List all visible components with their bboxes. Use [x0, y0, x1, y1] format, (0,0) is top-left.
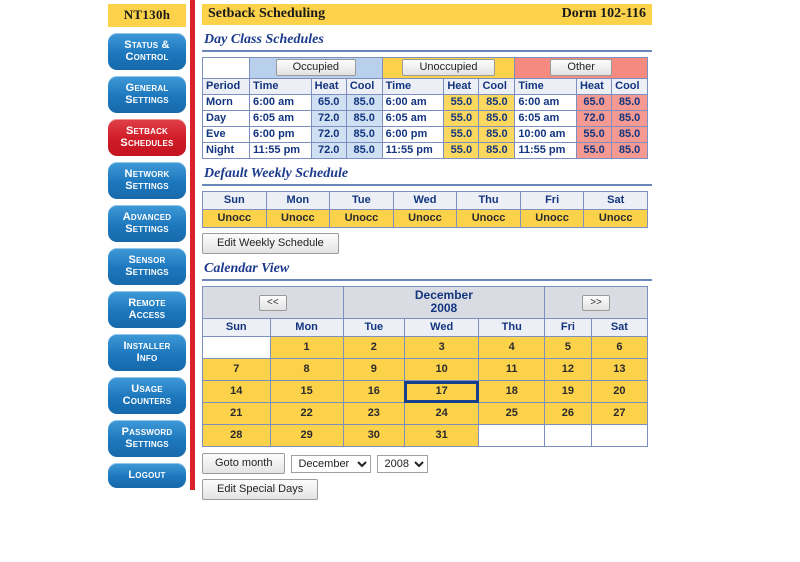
cell-period[interactable]: Eve: [203, 127, 250, 143]
cell-occ_heat[interactable]: 65.0: [311, 95, 346, 111]
cell-occ_time[interactable]: 6:05 am: [250, 111, 312, 127]
weekly-value-tue[interactable]: Unocc: [330, 210, 394, 228]
calendar-week-row: [203, 337, 648, 359]
weekly-value-sun[interactable]: Unocc: [203, 210, 267, 228]
sidebar-item-label: Advanced: [122, 211, 172, 223]
cell-occ_heat[interactable]: 72.0: [311, 111, 346, 127]
cell-unocc_cool[interactable]: 85.0: [479, 111, 515, 127]
calendar-day-cell[interactable]: 6: [591, 337, 647, 359]
column-header-period-0: Period: [203, 79, 250, 95]
calendar-day-cell[interactable]: 24: [404, 403, 479, 425]
sidebar-item-sensor-settings[interactable]: [108, 248, 186, 285]
sidebar-item-label-2: Control: [125, 51, 169, 63]
calendar-day-cell[interactable]: 5: [545, 337, 592, 359]
calendar-day-empty: [203, 337, 271, 359]
sidebar-item-label-2: Counters: [122, 395, 172, 407]
calendar-table: [202, 286, 648, 447]
weekly-value-fri[interactable]: Unocc: [520, 210, 584, 228]
calendar-day-cell[interactable]: 25: [479, 403, 545, 425]
calendar-day-cell[interactable]: 23: [343, 403, 404, 425]
calendar-week-row: [203, 359, 648, 381]
page-titlebar: [202, 4, 652, 25]
day-class-heading: Day Class Schedules: [202, 29, 652, 52]
calendar-month-year-label: [343, 287, 544, 319]
calendar-goto-row: [202, 453, 652, 474]
calendar-day-cell[interactable]: 26: [545, 403, 592, 425]
cell-other_time[interactable]: 10:00 am: [515, 127, 577, 143]
sidebar-item-logout[interactable]: [108, 463, 186, 488]
day-class-table: [202, 57, 648, 159]
cell-unocc_time[interactable]: 6:00 am: [382, 95, 444, 111]
calendar-dow-wed: Wed: [404, 319, 479, 337]
sidebar-item-label-2: Schedules: [120, 137, 174, 149]
sidebar-item-password-settings[interactable]: [108, 420, 186, 457]
cell-other_heat[interactable]: 55.0: [576, 143, 611, 159]
column-header-cool-3: Cool: [346, 79, 382, 95]
cell-other_time[interactable]: 11:55 pm: [515, 143, 577, 159]
cell-period[interactable]: Night: [203, 143, 250, 159]
weekly-header-row: [203, 192, 648, 210]
category-header-unocc: [382, 58, 515, 79]
calendar-heading: Calendar View: [202, 258, 652, 281]
weekly-value-wed[interactable]: Unocc: [393, 210, 457, 228]
sidebar-item-label-2: Settings: [125, 438, 169, 450]
sidebar-item-label-2: Settings: [125, 94, 169, 106]
cell-other_cool[interactable]: 85.0: [612, 111, 648, 127]
sidebar-item-label: Installer: [123, 340, 171, 352]
weekly-day-header-sun: Sun: [203, 192, 267, 210]
cell-unocc_heat[interactable]: 55.0: [444, 143, 479, 159]
main-panel: [202, 4, 652, 500]
calendar-day-empty: [479, 425, 545, 447]
category-button-other[interactable]: Other: [550, 59, 612, 76]
calendar-week-row: [203, 425, 648, 447]
weekly-day-header-mon: Mon: [266, 192, 330, 210]
calendar-day-cell[interactable]: 18: [479, 381, 545, 403]
weekly-value-mon[interactable]: Unocc: [266, 210, 330, 228]
sidebar-item-network-settings[interactable]: [108, 162, 186, 199]
sidebar-item-label: Logout: [128, 469, 166, 481]
page-title: Setback Scheduling: [208, 6, 326, 21]
calendar-day-cell[interactable]: 1: [270, 337, 343, 359]
calendar-week-row: [203, 381, 648, 403]
cell-other_heat[interactable]: 55.0: [576, 127, 611, 143]
sidebar-item-label: General: [125, 82, 169, 94]
calendar-day-cell[interactable]: 7: [203, 359, 271, 381]
calendar-day-empty: [591, 425, 647, 447]
cell-unocc_heat[interactable]: 55.0: [444, 95, 479, 111]
cell-other_time[interactable]: 6:00 am: [515, 95, 577, 111]
sidebar-item-label: Sensor: [128, 254, 166, 266]
cell-other_time[interactable]: 6:05 am: [515, 111, 577, 127]
next-month-button[interactable]: >>: [582, 295, 610, 311]
table-row: [203, 143, 648, 159]
calendar-day-empty: [545, 425, 592, 447]
calendar-day-cell[interactable]: 15: [270, 381, 343, 403]
cell-occ_cool[interactable]: 85.0: [346, 111, 382, 127]
calendar-next-cell: [545, 287, 648, 319]
sidebar-item-label: Setback: [125, 125, 169, 137]
weekly-day-header-tue: Tue: [330, 192, 394, 210]
calendar-year-label: 2008: [430, 301, 458, 315]
calendar-day-cell[interactable]: 3: [404, 337, 479, 359]
calendar-nav-row: [203, 287, 648, 319]
category-button-occ[interactable]: Occupied: [276, 59, 356, 76]
cell-unocc_time[interactable]: 11:55 pm: [382, 143, 444, 159]
table-row: [203, 111, 648, 127]
calendar-day-cell[interactable]: 11: [479, 359, 545, 381]
column-header-heat-5: Heat: [444, 79, 479, 95]
calendar-dow-sat: Sat: [591, 319, 647, 337]
sidebar-item-label: Usage: [131, 383, 163, 395]
sidebar-item-installer-info[interactable]: [108, 334, 186, 371]
cell-period[interactable]: Day: [203, 111, 250, 127]
sidebar-item-advanced-settings[interactable]: [108, 205, 186, 242]
category-header-occ: [250, 58, 383, 79]
column-header-heat-8: Heat: [576, 79, 611, 95]
vertical-divider: [190, 0, 195, 490]
cell-occ_time[interactable]: 11:55 pm: [250, 143, 312, 159]
calendar-day-cell[interactable]: 27: [591, 403, 647, 425]
weekly-day-header-fri: Fri: [520, 192, 584, 210]
goto-month-button[interactable]: Goto month: [202, 453, 285, 474]
category-header-other: [515, 58, 648, 79]
cell-unocc_time[interactable]: 6:05 am: [382, 111, 444, 127]
sidebar-item-label-2: Settings: [125, 266, 169, 278]
sidebar-item-label: Remote: [128, 297, 166, 309]
calendar-dow-sun: Sun: [203, 319, 271, 337]
sidebar-item-usage-counters[interactable]: [108, 377, 186, 414]
sidebar-item-label-2: Settings: [125, 223, 169, 235]
calendar-day-cell[interactable]: 8: [270, 359, 343, 381]
column-header-heat-2: Heat: [311, 79, 346, 95]
calendar-day-cell[interactable]: 4: [479, 337, 545, 359]
cell-occ_heat[interactable]: 72.0: [311, 127, 346, 143]
table-row: [203, 127, 648, 143]
cell-other_cool[interactable]: 85.0: [612, 127, 648, 143]
cell-unocc_heat[interactable]: 55.0: [444, 111, 479, 127]
calendar-day-cell[interactable]: 31: [404, 425, 479, 447]
column-header-row: [203, 79, 648, 95]
weekly-day-header-thu: Thu: [457, 192, 521, 210]
calendar-day-cell[interactable]: 20: [591, 381, 647, 403]
weekly-value-sat[interactable]: Unocc: [584, 210, 648, 228]
cell-occ_cool[interactable]: 85.0: [346, 127, 382, 143]
calendar-dow-thu: Thu: [479, 319, 545, 337]
location-label: Dorm 102-116: [561, 6, 646, 21]
calendar-day-cell[interactable]: 12: [545, 359, 592, 381]
cell-unocc_cool[interactable]: 85.0: [479, 143, 515, 159]
calendar-dow-fri: Fri: [545, 319, 592, 337]
cell-occ_time[interactable]: 6:00 pm: [250, 127, 312, 143]
cell-occ_heat[interactable]: 72.0: [311, 143, 346, 159]
calendar-day-cell[interactable]: 10: [404, 359, 479, 381]
calendar-day-cell[interactable]: 13: [591, 359, 647, 381]
cell-occ_cool[interactable]: 85.0: [346, 143, 382, 159]
sidebar-item-setback-schedules[interactable]: [108, 119, 186, 156]
calendar-day-cell[interactable]: 19: [545, 381, 592, 403]
cell-other_cool[interactable]: 85.0: [612, 143, 648, 159]
calendar-day-cell[interactable]: 30: [343, 425, 404, 447]
calendar-day-cell[interactable]: 17: [404, 381, 479, 403]
sidebar-item-label: Status &: [124, 39, 170, 51]
column-header-cool-6: Cool: [479, 79, 515, 95]
cell-occ_cool[interactable]: 85.0: [346, 95, 382, 111]
prev-month-button[interactable]: <<: [259, 295, 287, 311]
weekly-value-thu[interactable]: Unocc: [457, 210, 521, 228]
sidebar-item-label-2: Settings: [125, 180, 169, 192]
cell-other_heat[interactable]: 65.0: [576, 95, 611, 111]
edit-weekly-schedule-button[interactable]: Edit Weekly Schedule: [202, 233, 339, 254]
sidebar-item-general-settings[interactable]: [108, 76, 186, 113]
weekly-day-header-wed: Wed: [393, 192, 457, 210]
calendar-day-cell[interactable]: 29: [270, 425, 343, 447]
calendar-dow-tue: Tue: [343, 319, 404, 337]
weekly-value-row: [203, 210, 648, 228]
calendar-day-cell[interactable]: 28: [203, 425, 271, 447]
year-select[interactable]: [377, 455, 428, 473]
edit-special-days-button[interactable]: Edit Special Days: [202, 479, 318, 500]
sidebar-item-remote-access[interactable]: [108, 291, 186, 328]
column-header-time-1: Time: [250, 79, 312, 95]
column-header-time-7: Time: [515, 79, 577, 95]
device-model-tag: NT130h: [108, 4, 186, 27]
calendar-prev-cell: [203, 287, 344, 319]
cell-unocc_cool[interactable]: 85.0: [479, 127, 515, 143]
cell-unocc_heat[interactable]: 55.0: [444, 127, 479, 143]
cell-other_cool[interactable]: 85.0: [612, 95, 648, 111]
weekly-schedule-table: [202, 191, 648, 228]
weekly-heading: Default Weekly Schedule: [202, 163, 652, 186]
calendar-week-row: [203, 403, 648, 425]
sidebar-menu: [108, 33, 186, 488]
sidebar-item-label: Password: [121, 426, 173, 438]
cell-occ_time[interactable]: 6:00 am: [250, 95, 312, 111]
calendar-day-cell[interactable]: 16: [343, 381, 404, 403]
calendar-day-cell[interactable]: 22: [270, 403, 343, 425]
calendar-day-cell[interactable]: 2: [343, 337, 404, 359]
sidebar-item-label-2: Info: [136, 352, 158, 364]
cell-unocc_time[interactable]: 6:00 pm: [382, 127, 444, 143]
weekly-day-header-sat: Sat: [584, 192, 648, 210]
cell-other_heat[interactable]: 72.0: [576, 111, 611, 127]
sidebar-item-status-control[interactable]: [108, 33, 186, 70]
cell-period[interactable]: Morn: [203, 95, 250, 111]
column-header-cool-9: Cool: [612, 79, 648, 95]
sidebar-item-label-2: Access: [128, 309, 166, 321]
calendar-day-cell[interactable]: 14: [203, 381, 271, 403]
cell-unocc_cool[interactable]: 85.0: [479, 95, 515, 111]
calendar-day-cell[interactable]: 21: [203, 403, 271, 425]
calendar-day-cell[interactable]: 9: [343, 359, 404, 381]
month-select[interactable]: [291, 455, 371, 473]
category-banner-row: [203, 58, 648, 79]
column-header-time-4: Time: [382, 79, 444, 95]
calendar-dow-mon: Mon: [270, 319, 343, 337]
sidebar-item-label: Network: [124, 168, 170, 180]
sidebar: [108, 4, 186, 488]
calendar-month-label: December: [414, 288, 473, 302]
calendar-dow-row: [203, 319, 648, 337]
category-blank-cell: [203, 58, 250, 79]
category-button-unocc[interactable]: Unoccupied: [402, 59, 494, 76]
table-row: [203, 95, 648, 111]
